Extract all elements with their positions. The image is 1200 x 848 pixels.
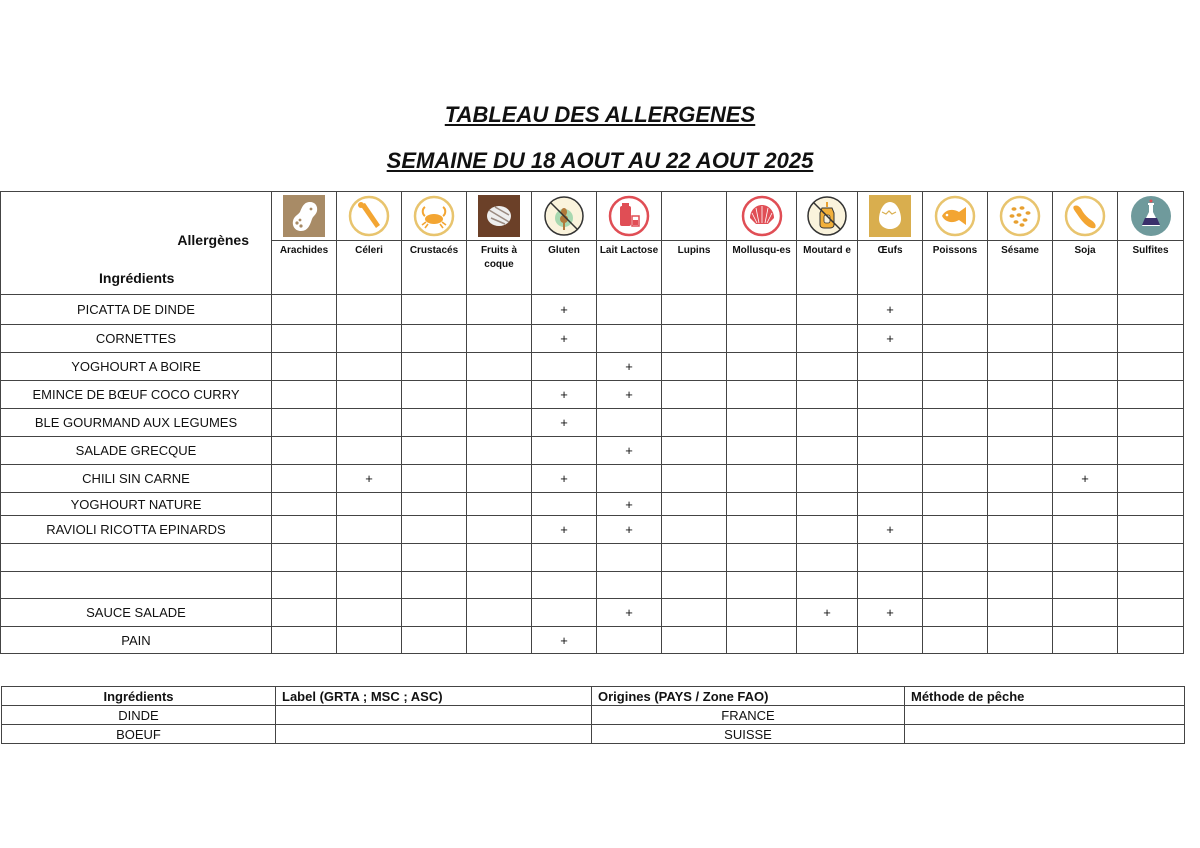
allergen-mark-cell xyxy=(662,627,727,654)
allergen-mark-cell xyxy=(1053,325,1118,353)
allergen-mark-cell xyxy=(402,437,467,465)
allergen-mark-cell xyxy=(467,409,532,437)
allergen-mark-cell xyxy=(662,465,727,493)
shell-icon xyxy=(740,194,784,238)
allergen-mark-cell xyxy=(727,493,797,516)
sesame-icon xyxy=(998,194,1042,238)
allergen-mark-cell xyxy=(923,572,988,599)
table-row xyxy=(1,381,1184,409)
allergen-mark-cell xyxy=(1053,493,1118,516)
allergen-mark-cell: + xyxy=(597,516,662,544)
allergen-mark-cell: + xyxy=(532,516,597,544)
allergen-mark-cell xyxy=(988,599,1053,627)
allergen-mark-cell xyxy=(1053,295,1118,325)
allergen-mark-cell xyxy=(797,465,858,493)
allergen-label: Fruits à coque xyxy=(467,241,532,295)
allergen-mark-cell xyxy=(337,572,402,599)
allergen-mark-cell xyxy=(337,544,402,572)
allergen-mark-cell xyxy=(597,409,662,437)
allergen-mark-cell xyxy=(923,599,988,627)
table-row xyxy=(1,627,1184,654)
allergen-mark-cell xyxy=(727,381,797,409)
allergen-mark-cell xyxy=(727,437,797,465)
allergen-mark-cell xyxy=(1118,599,1184,627)
allergen-mark-cell: + xyxy=(797,599,858,627)
allergen-label: Poissons xyxy=(923,241,988,295)
allergens-heading: Allergènes xyxy=(177,232,249,248)
table-row xyxy=(1,516,1184,544)
allergen-label: Crustacés xyxy=(402,241,467,295)
allergen-mark-cell xyxy=(662,599,727,627)
origin-cell xyxy=(276,706,592,725)
allergen-mark-cell xyxy=(1053,409,1118,437)
ingredient-name: YOGHOURT NATURE xyxy=(1,493,272,516)
allergen-mark-cell xyxy=(467,381,532,409)
allergen-mark-cell xyxy=(923,437,988,465)
flask-icon xyxy=(1129,194,1173,238)
allergen-mark-cell xyxy=(532,437,597,465)
allergen-mark-cell xyxy=(727,544,797,572)
allergen-mark-cell xyxy=(923,627,988,654)
ingredient-name xyxy=(1,544,272,572)
allergen-mark-cell xyxy=(923,544,988,572)
allergen-mark-cell xyxy=(402,381,467,409)
allergen-mark-cell xyxy=(337,325,402,353)
allergen-mark-cell xyxy=(858,465,923,493)
allergen-mark-cell xyxy=(797,544,858,572)
allergen-mark-cell xyxy=(727,516,797,544)
origin-column-header: Méthode de pêche xyxy=(905,687,1185,706)
allergen-mark-cell xyxy=(923,465,988,493)
allergen-mark-cell xyxy=(1118,409,1184,437)
origin-cell: SUISSE xyxy=(592,725,905,744)
allergen-mark-cell xyxy=(662,381,727,409)
allergen-label: Moutard e xyxy=(797,241,858,295)
table-row xyxy=(1,325,1184,353)
allergen-mark-cell xyxy=(467,516,532,544)
allergen-mark-cell xyxy=(272,516,337,544)
allergen-mark-cell xyxy=(858,572,923,599)
allergen-mark-cell: + xyxy=(858,325,923,353)
allergen-mark-cell xyxy=(337,295,402,325)
origin-cell xyxy=(905,706,1185,725)
allergen-mark-cell xyxy=(988,493,1053,516)
allergen-mark-cell xyxy=(532,353,597,381)
allergen-mark-cell xyxy=(662,516,727,544)
lupins-icon-empty xyxy=(662,192,727,241)
allergen-mark-cell xyxy=(402,627,467,654)
allergen-label: Sulfites xyxy=(1118,241,1184,295)
ingredient-name: YOGHOURT A BOIRE xyxy=(1,353,272,381)
ingredient-name: RAVIOLI RICOTTA EPINARDS xyxy=(1,516,272,544)
allergen-mark-cell xyxy=(797,627,858,654)
table-row xyxy=(1,572,1184,599)
allergen-mark-cell xyxy=(727,409,797,437)
allergen-mark-cell xyxy=(662,544,727,572)
allergen-mark-cell xyxy=(402,353,467,381)
ingredient-name: BLE GOURMAND AUX LEGUMES xyxy=(1,409,272,437)
allergen-mark-cell xyxy=(1118,325,1184,353)
page-subtitle: SEMAINE DU 18 AOUT AU 22 AOUT 2025 xyxy=(386,148,814,173)
allergen-table xyxy=(0,191,1184,654)
allergen-mark-cell xyxy=(727,572,797,599)
allergen-mark-cell xyxy=(337,516,402,544)
allergen-mark-cell xyxy=(272,599,337,627)
allergen-mark-cell xyxy=(272,353,337,381)
allergen-mark-cell xyxy=(532,572,597,599)
crab-icon xyxy=(412,194,456,238)
allergen-mark-cell xyxy=(402,516,467,544)
allergen-mark-cell xyxy=(662,325,727,353)
allergen-mark-cell xyxy=(662,409,727,437)
allergen-mark-cell xyxy=(988,295,1053,325)
soy-icon xyxy=(1063,194,1107,238)
allergen-mark-cell xyxy=(1053,437,1118,465)
allergen-mark-cell xyxy=(532,544,597,572)
allergen-mark-cell: + xyxy=(858,516,923,544)
allergen-mark-cell xyxy=(272,572,337,599)
allergen-mark-cell xyxy=(272,409,337,437)
allergen-mark-cell: + xyxy=(858,599,923,627)
allergen-mark-cell xyxy=(272,627,337,654)
ingredient-name xyxy=(1,572,272,599)
allergen-mark-cell xyxy=(727,353,797,381)
allergen-mark-cell xyxy=(662,493,727,516)
allergen-mark-cell xyxy=(923,295,988,325)
allergen-mark-cell: + xyxy=(1053,465,1118,493)
allergen-mark-cell xyxy=(337,353,402,381)
allergen-mark-cell xyxy=(797,493,858,516)
ingredient-name: PICATTA DE DINDE xyxy=(1,295,272,325)
allergen-mark-cell xyxy=(858,353,923,381)
allergen-mark-cell xyxy=(597,295,662,325)
table-row xyxy=(1,465,1184,493)
allergen-mark-cell xyxy=(597,325,662,353)
allergen-label: Lupins xyxy=(662,241,727,295)
ingredients-heading: Ingrédients xyxy=(99,270,175,286)
origin-header-row xyxy=(2,687,1185,706)
page-title: TABLEAU DES ALLERGENES xyxy=(444,102,756,127)
allergen-mark-cell xyxy=(988,544,1053,572)
table-row xyxy=(1,295,1184,325)
allergen-label: Gluten xyxy=(532,241,597,295)
allergen-mark-cell xyxy=(467,465,532,493)
allergen-mark-cell xyxy=(858,409,923,437)
allergen-mark-cell xyxy=(272,437,337,465)
allergen-mark-cell: + xyxy=(532,325,597,353)
allergen-mark-cell: + xyxy=(532,381,597,409)
origin-cell: DINDE xyxy=(2,706,276,725)
allergen-mark-cell xyxy=(1053,544,1118,572)
allergen-mark-cell xyxy=(402,409,467,437)
allergen-mark-cell xyxy=(1118,353,1184,381)
allergen-mark-cell xyxy=(272,544,337,572)
allergen-mark-cell xyxy=(337,627,402,654)
origin-row xyxy=(2,706,1185,725)
allergen-mark-cell: + xyxy=(597,353,662,381)
allergen-label: Œufs xyxy=(858,241,923,295)
allergen-mark-cell xyxy=(988,465,1053,493)
allergen-mark-cell xyxy=(337,599,402,627)
table-row xyxy=(1,353,1184,381)
allergen-mark-cell xyxy=(988,381,1053,409)
allergen-mark-cell xyxy=(402,572,467,599)
origin-cell xyxy=(276,725,592,744)
allergen-mark-cell xyxy=(467,353,532,381)
allergen-mark-cell xyxy=(402,599,467,627)
allergen-mark-cell xyxy=(337,437,402,465)
allergen-mark-cell xyxy=(662,572,727,599)
allergen-mark-cell xyxy=(597,465,662,493)
allergen-mark-cell xyxy=(797,353,858,381)
allergen-mark-cell xyxy=(1053,353,1118,381)
origin-column-header: Origines (PAYS / Zone FAO) xyxy=(592,687,905,706)
egg-icon xyxy=(868,194,912,238)
allergen-mark-cell xyxy=(988,409,1053,437)
allergen-label: Céleri xyxy=(337,241,402,295)
origin-column-header: Ingrédients xyxy=(2,687,276,706)
ingredient-name: CORNETTES xyxy=(1,325,272,353)
allergen-label: Mollusqu-es xyxy=(727,241,797,295)
allergen-mark-cell xyxy=(467,325,532,353)
allergen-mark-cell xyxy=(988,516,1053,544)
milk-icon xyxy=(607,194,651,238)
origin-cell: BOEUF xyxy=(2,725,276,744)
allergen-mark-cell xyxy=(597,627,662,654)
origin-column-header: Label (GRTA ; MSC ; ASC) xyxy=(276,687,592,706)
allergen-mark-cell: + xyxy=(532,627,597,654)
allergen-mark-cell xyxy=(1118,381,1184,409)
allergen-mark-cell xyxy=(1118,627,1184,654)
table-row xyxy=(1,437,1184,465)
origin-row xyxy=(2,725,1185,744)
allergen-mark-cell xyxy=(727,465,797,493)
ingredient-name: CHILI SIN CARNE xyxy=(1,465,272,493)
allergen-mark-cell xyxy=(1053,599,1118,627)
allergen-mark-cell xyxy=(858,544,923,572)
allergen-mark-cell xyxy=(402,465,467,493)
table-row xyxy=(1,544,1184,572)
allergen-mark-cell xyxy=(1118,544,1184,572)
table-row xyxy=(1,599,1184,627)
allergen-mark-cell xyxy=(532,493,597,516)
allergen-mark-cell xyxy=(988,353,1053,381)
allergen-mark-cell xyxy=(1053,627,1118,654)
fish-icon xyxy=(933,194,977,238)
origin-cell: FRANCE xyxy=(592,706,905,725)
allergen-mark-cell: + xyxy=(532,465,597,493)
wheat-icon xyxy=(542,194,586,238)
allergen-mark-cell xyxy=(662,437,727,465)
allergen-mark-cell xyxy=(1118,572,1184,599)
allergen-mark-cell xyxy=(923,325,988,353)
allergen-mark-cell xyxy=(1118,516,1184,544)
allergen-mark-cell xyxy=(988,437,1053,465)
origin-cell xyxy=(905,725,1185,744)
allergen-mark-cell xyxy=(727,295,797,325)
allergen-mark-cell xyxy=(988,325,1053,353)
allergen-mark-cell: + xyxy=(597,381,662,409)
allergen-mark-cell xyxy=(532,599,597,627)
allergen-mark-cell xyxy=(797,516,858,544)
allergen-mark-cell xyxy=(402,325,467,353)
allergen-mark-cell xyxy=(467,599,532,627)
allergen-mark-cell: + xyxy=(532,409,597,437)
allergen-mark-cell xyxy=(467,493,532,516)
allergen-mark-cell xyxy=(1053,381,1118,409)
allergen-mark-cell xyxy=(1118,465,1184,493)
allergen-mark-cell xyxy=(797,409,858,437)
allergen-mark-cell xyxy=(727,325,797,353)
allergen-mark-cell xyxy=(797,572,858,599)
allergen-mark-cell xyxy=(1118,493,1184,516)
allergen-mark-cell xyxy=(797,295,858,325)
celery-icon xyxy=(347,194,391,238)
allergen-mark-cell xyxy=(337,493,402,516)
allergen-mark-cell xyxy=(797,325,858,353)
allergen-mark-cell xyxy=(923,353,988,381)
allergen-mark-cell xyxy=(1118,295,1184,325)
allergen-mark-cell xyxy=(923,409,988,437)
allergen-mark-cell: + xyxy=(597,599,662,627)
ingredient-name: EMINCE DE BŒUF COCO CURRY xyxy=(1,381,272,409)
ingredient-name: SAUCE SALADE xyxy=(1,599,272,627)
allergen-mark-cell xyxy=(272,381,337,409)
allergen-mark-cell xyxy=(858,381,923,409)
nut-icon xyxy=(477,194,521,238)
allergen-mark-cell xyxy=(797,381,858,409)
allergen-mark-cell xyxy=(467,437,532,465)
allergen-mark-cell: + xyxy=(337,465,402,493)
allergen-mark-cell xyxy=(467,544,532,572)
allergen-mark-cell xyxy=(727,627,797,654)
allergen-mark-cell xyxy=(662,353,727,381)
allergen-mark-cell xyxy=(337,409,402,437)
allergen-mark-cell xyxy=(402,295,467,325)
allergen-mark-cell xyxy=(402,544,467,572)
mustard-icon xyxy=(805,194,849,238)
allergen-mark-cell xyxy=(923,493,988,516)
allergen-mark-cell xyxy=(662,295,727,325)
allergen-label: Lait Lactose xyxy=(597,241,662,295)
allergen-mark-cell xyxy=(272,493,337,516)
origin-table xyxy=(1,686,1185,744)
table-row xyxy=(1,493,1184,516)
allergen-label: Arachides xyxy=(272,241,337,295)
allergen-mark-cell xyxy=(272,325,337,353)
allergen-mark-cell xyxy=(858,493,923,516)
allergen-mark-cell xyxy=(923,381,988,409)
allergen-mark-cell: + xyxy=(532,295,597,325)
allergen-mark-cell xyxy=(1118,437,1184,465)
allergen-mark-cell xyxy=(597,544,662,572)
allergen-label: Soja xyxy=(1053,241,1118,295)
icon-row xyxy=(1,192,1184,241)
allergen-mark-cell xyxy=(858,437,923,465)
table-row xyxy=(1,409,1184,437)
allergen-mark-cell xyxy=(988,627,1053,654)
allergen-mark-cell xyxy=(467,572,532,599)
allergen-mark-cell xyxy=(923,516,988,544)
allergen-mark-cell xyxy=(467,627,532,654)
allergen-mark-cell xyxy=(272,295,337,325)
allergen-mark-cell xyxy=(337,381,402,409)
ingredient-name: PAIN xyxy=(1,627,272,654)
allergen-mark-cell xyxy=(402,493,467,516)
allergen-mark-cell xyxy=(727,599,797,627)
peanut-icon xyxy=(282,194,326,238)
allergen-mark-cell xyxy=(272,465,337,493)
allergen-mark-cell: + xyxy=(858,295,923,325)
allergen-mark-cell: + xyxy=(597,493,662,516)
allergen-mark-cell xyxy=(1053,572,1118,599)
ingredient-name: SALADE GRECQUE xyxy=(1,437,272,465)
allergen-mark-cell xyxy=(797,437,858,465)
allergen-mark-cell xyxy=(467,295,532,325)
allergen-mark-cell xyxy=(988,572,1053,599)
allergen-mark-cell xyxy=(1053,516,1118,544)
allergen-mark-cell xyxy=(597,572,662,599)
allergen-label: Sésame xyxy=(988,241,1053,295)
corner-header xyxy=(1,192,272,295)
allergen-mark-cell: + xyxy=(597,437,662,465)
allergen-mark-cell xyxy=(858,627,923,654)
